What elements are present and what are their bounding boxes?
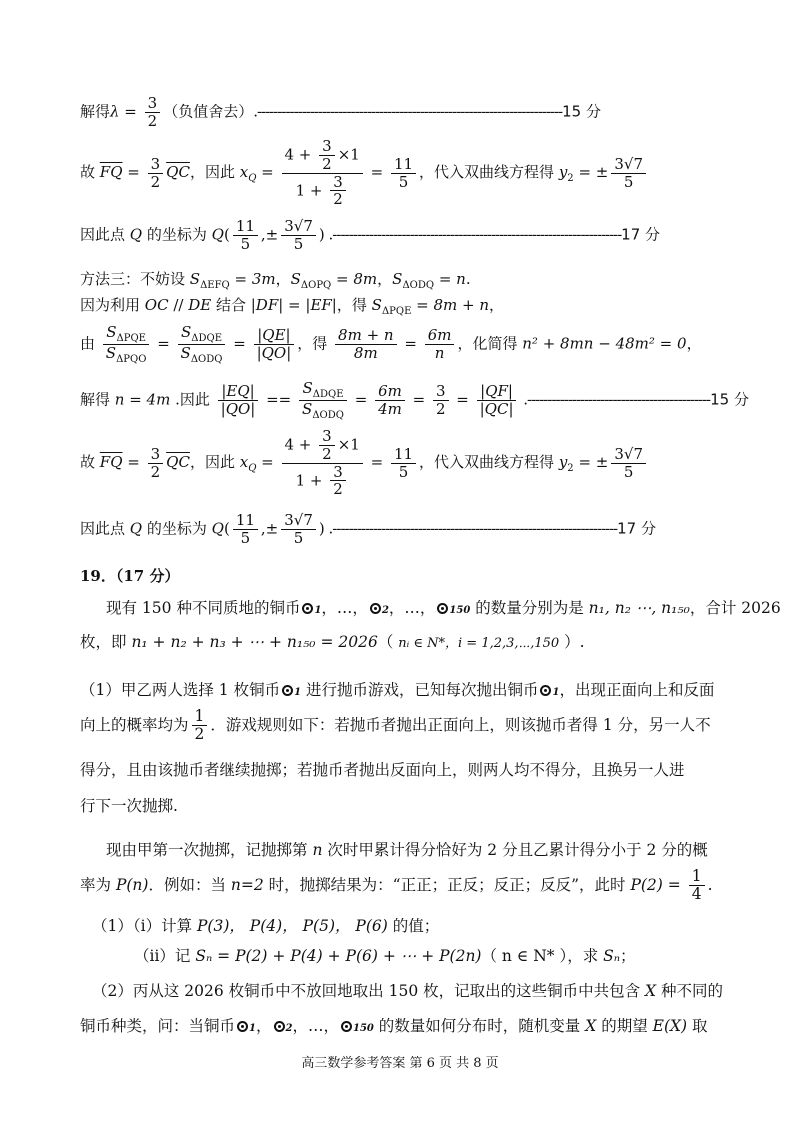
question-line-5: 得分，且由该抛币者继续抛掷；若抛币者抛出反面向上，则两人均不得分，且换另一人进 <box>80 761 685 779</box>
coin-icon <box>370 603 381 614</box>
question-line-3: （1）甲乙两人选择 1 枚铜币 1 进行抛币游戏，已知每次抛出铜币 1，出现正面向上和反面 <box>80 681 715 699</box>
score-mark: 15 分 <box>710 390 749 409</box>
solution-line-5: 因为利用 OC // DE 结合 |DF| = |EF|，得 $S_{\Delta PQE} = 8m + n$， <box>80 296 505 317</box>
dot-leader: .--------------------------------------------------------------------------- <box>253 102 563 121</box>
question-heading: 19．（17 分） <box>80 567 180 585</box>
coin-icon <box>282 685 293 696</box>
compound-fraction: 4 + $\frac{3}{2}$ ×1 1 + $\frac{3}{2}$ <box>282 428 363 498</box>
solution-line-4: 方法三：不妨设 $S_{\Delta EFQ} = 3m$，$S_{\Delta OPQ} = 8m$，$S_{\Delta ODQ} = n$. <box>80 270 471 291</box>
solution-line-3: 因此点 Q 的坐标为 Q( $\frac{11}{5}$ ,± $\frac{3√7}{5}$ ) .-----------------------------------------------------------------------17 分 <box>80 217 661 253</box>
page-footer: 高三数学参考答案 第 6 页 共 8 页 <box>301 1056 499 1071</box>
coin-icon <box>302 603 313 614</box>
question-line-11: （2）丙从这 2026 枚铜币中不放回地取出 150 枚，记取出的这些铜币中共包含 X 种不同的 <box>92 982 724 1000</box>
dot-leader: .--------------------------------------------- <box>519 390 711 409</box>
question-line-8: 率为 P(n)．例如：当 n=2 时，抛掷结果为：“正正；正反；反正；反反”，此时 P(2) = $\frac{1}{4}$ . <box>80 867 713 904</box>
solution-line-7: 解得 n = 4m .因此 $\frac{|EQ|}{|QO|}$ == $\frac{S_{\Delta DQE}}{S_{\Delta ODQ}}$ = $\frac{6m}{4m}$ = $\frac{3}{2}$ = $\frac{|QF|}{|QC|}$ .---------------------------------------------15 分 <box>80 379 749 422</box>
question-line-10: （ii）记 Sₙ = P(2) + P(4) + P(6) + ⋯ + P(2n)（ n ∈ N* ），求 Sₙ； <box>134 947 636 965</box>
score-mark: 17 分 <box>621 225 661 244</box>
dot-leader: .----------------------------------------------------------------------- <box>324 225 622 244</box>
question-line-2: 枚，即 n₁ + n₂ + n₃ + ⋯ + n₁₅₀ = 2026（ nᵢ ∈ N*，i = 1,2,3,⋯,150 ）. <box>80 633 585 651</box>
solution-line-2: 故 $\overline{FQ}$ = $\frac{3}{2}$ $\overline{QC}$，因此 $x_Q$ = 4 + $\frac{3}{2}$ ×1 1 + $\frac{3}{2}$ = $\frac{11}{5}$ ，代入双曲线方程得 $y_2$ = ± $\frac{3√7}{5}$ <box>80 138 649 208</box>
coin-icon <box>437 603 448 614</box>
coin-icon <box>341 1021 352 1032</box>
dot-leader: .---------------------------------------------------------------------- <box>324 519 618 538</box>
solution-line-9: 因此点 Q 的坐标为 Q( $\frac{11}{5}$ ,± $\frac{3√7}{5}$ ) .----------------------------------------------------------------------17 分 <box>80 511 656 547</box>
score-mark: 15 分 <box>562 102 601 121</box>
coin-icon <box>237 1021 248 1032</box>
question-line-9: （1）（i）计算 P(3)， P(4)， P(5)， P(6) 的值； <box>92 917 440 935</box>
score-mark: 17 分 <box>617 519 656 538</box>
solution-line-8: 故 $\overline{FQ}$ = $\frac{3}{2}$ $\overline{QC}$，因此 $x_Q$ = 4 + $\frac{3}{2}$ ×1 1 + $\frac{3}{2}$ = $\frac{11}{5}$ ，代入双曲线方程得 $y_2$ = ± $\frac{3√7}{5}$ <box>80 428 649 498</box>
fraction: $\frac{3}{2}$ <box>145 95 161 130</box>
question-line-7: 现由甲第一次抛掷，记抛掷第 n 次时甲累计得分恰好为 2 分且乙累计得分小于 2 分的概 <box>106 841 708 859</box>
solution-line-6: 由 $\frac{S_{\Delta PQE}}{S_{\Delta PQO}}$ = $\frac{S_{\Delta DQE}}{S_{\Delta ODQ}}$ = $\frac{|QE|}{|QO|}$ ，得 $\frac{8m + n}{8m}$ = $\frac{6m}{n}$ ，化简得 n² + 8mn − 48m² = 0， <box>80 323 702 366</box>
question-line-12: 铜币种类，问：当铜币 1， 2，…， 150 的数量如何分布时，随机变量 X 的期望 E(X) 取 <box>80 1017 708 1035</box>
question-line-6: 行下一次抛掷. <box>80 797 178 815</box>
solution-line-1: 解得λ = $\frac{3}{2}$ （负值舍去）.---------------------------------------------------------------------------15 分 <box>80 94 601 130</box>
coin-icon <box>274 1021 285 1032</box>
compound-fraction: 4 + $\frac{3}{2}$ ×1 1 + $\frac{3}{2}$ <box>282 138 363 208</box>
question-line-4: 向上的概率均为 $\frac{1}{2}$ ．游戏规则如下：若抛币者抛出正面向上，则该抛币者得 1 分，另一人不 <box>80 707 711 744</box>
question-line-1: 现有 150 种不同质地的铜币 1，…， 2，…， 150 的数量分别为是 n₁, n₂ ⋯, n₁₅₀，合计 2026 <box>106 599 781 617</box>
coin-icon <box>540 685 551 696</box>
